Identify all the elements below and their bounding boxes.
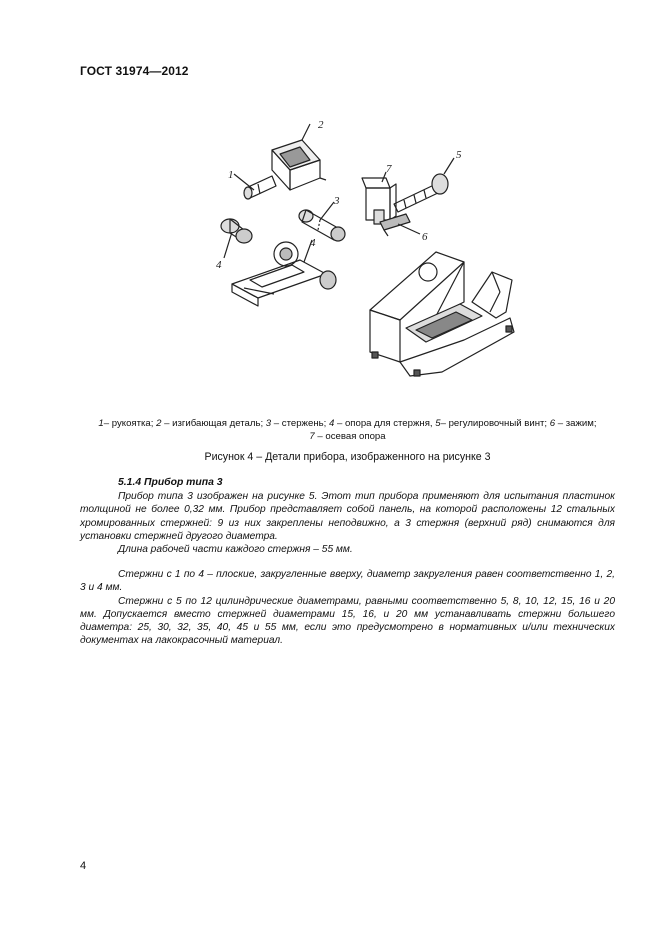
legend-num: 6	[549, 418, 556, 429]
legend-text: – стержень;	[271, 418, 329, 429]
callout-4-frame: 4	[310, 237, 316, 249]
parts-drawing	[210, 112, 540, 394]
adjusting-screw-drawing	[394, 174, 448, 212]
legend-text: – осевая опора	[314, 431, 386, 442]
legend-text: – зажим;	[555, 418, 597, 429]
axial-support-drawing	[362, 178, 396, 224]
section-heading: 5.1.4 Прибор типа 3	[118, 477, 223, 488]
base-assembly-drawing	[370, 252, 514, 376]
rod-drawing	[299, 210, 345, 241]
callout-5: 5	[456, 149, 462, 161]
legend-num: 2	[156, 418, 162, 429]
paragraph: Прибор типа 3 изображен на рисунке 5. Этот тип прибора применяют для испытания пластинок толщиной не более 0,32 мм. Прибор представляет собой панель, на которой расположены 12 стальных хромированных стержней: 9 из них закреплены неподвижно, а 3 стержня (верхний ряд) снимаются для установки стержней другого диаметра.	[80, 491, 615, 542]
callout-3: 3	[334, 195, 340, 207]
callout-7: 7	[386, 163, 392, 175]
callout-2: 2	[318, 119, 324, 131]
legend-num: 7	[309, 431, 315, 442]
support-knob-drawing	[221, 219, 252, 243]
legend-num: 4	[328, 418, 335, 429]
parts-figure	[210, 112, 540, 394]
legend-num: 1	[98, 418, 104, 429]
legend-text: – изгибающая деталь;	[161, 418, 266, 429]
bending-part-drawing	[272, 140, 326, 190]
standard-header: ГОСТ 31974—2012	[80, 64, 189, 78]
handle-drawing	[244, 176, 276, 199]
legend-text: – рукоятка;	[103, 418, 157, 429]
legend-num: 5	[435, 418, 441, 429]
callout-4-knob: 4	[216, 259, 222, 271]
section-5-1-4	[80, 476, 615, 647]
legend-num: 3	[265, 418, 272, 429]
callout-6: 6	[422, 231, 428, 243]
paragraph: Длина рабочей части каждого стержня – 55 мм.	[118, 544, 353, 556]
paragraph: Стержни с 5 по 12 цилиндрические диаметрами, равными соответственно 5, 8, 10, 12, 15, 16 и 20 мм. Допускается вместо стержней диаметрами 15, 16, и 20 мм устанавливать стержни большего диаметра: 25, 30, 32, 35, 40, 45 и 55 мм, если это предусмотрено в нормативных и/или технических документах на лакокрасочный материал.	[80, 595, 615, 647]
callout-1: 1	[228, 169, 234, 181]
frame-support-drawing	[232, 242, 336, 306]
figure-legend	[80, 417, 615, 443]
legend-text: – регулировочный винт;	[440, 418, 550, 429]
figure-caption: Рисунок 4 – Детали прибора, изображенного на рисунке 3	[204, 451, 491, 463]
legend-text: – опора для стержня,	[334, 418, 436, 429]
paragraph: Стержни с 1 по 4 – плоские, закругленные вверху, диаметр закругления равен соответственно 1, 2, 3 и 4 мм.	[80, 569, 615, 594]
page-number: 4	[80, 860, 87, 872]
